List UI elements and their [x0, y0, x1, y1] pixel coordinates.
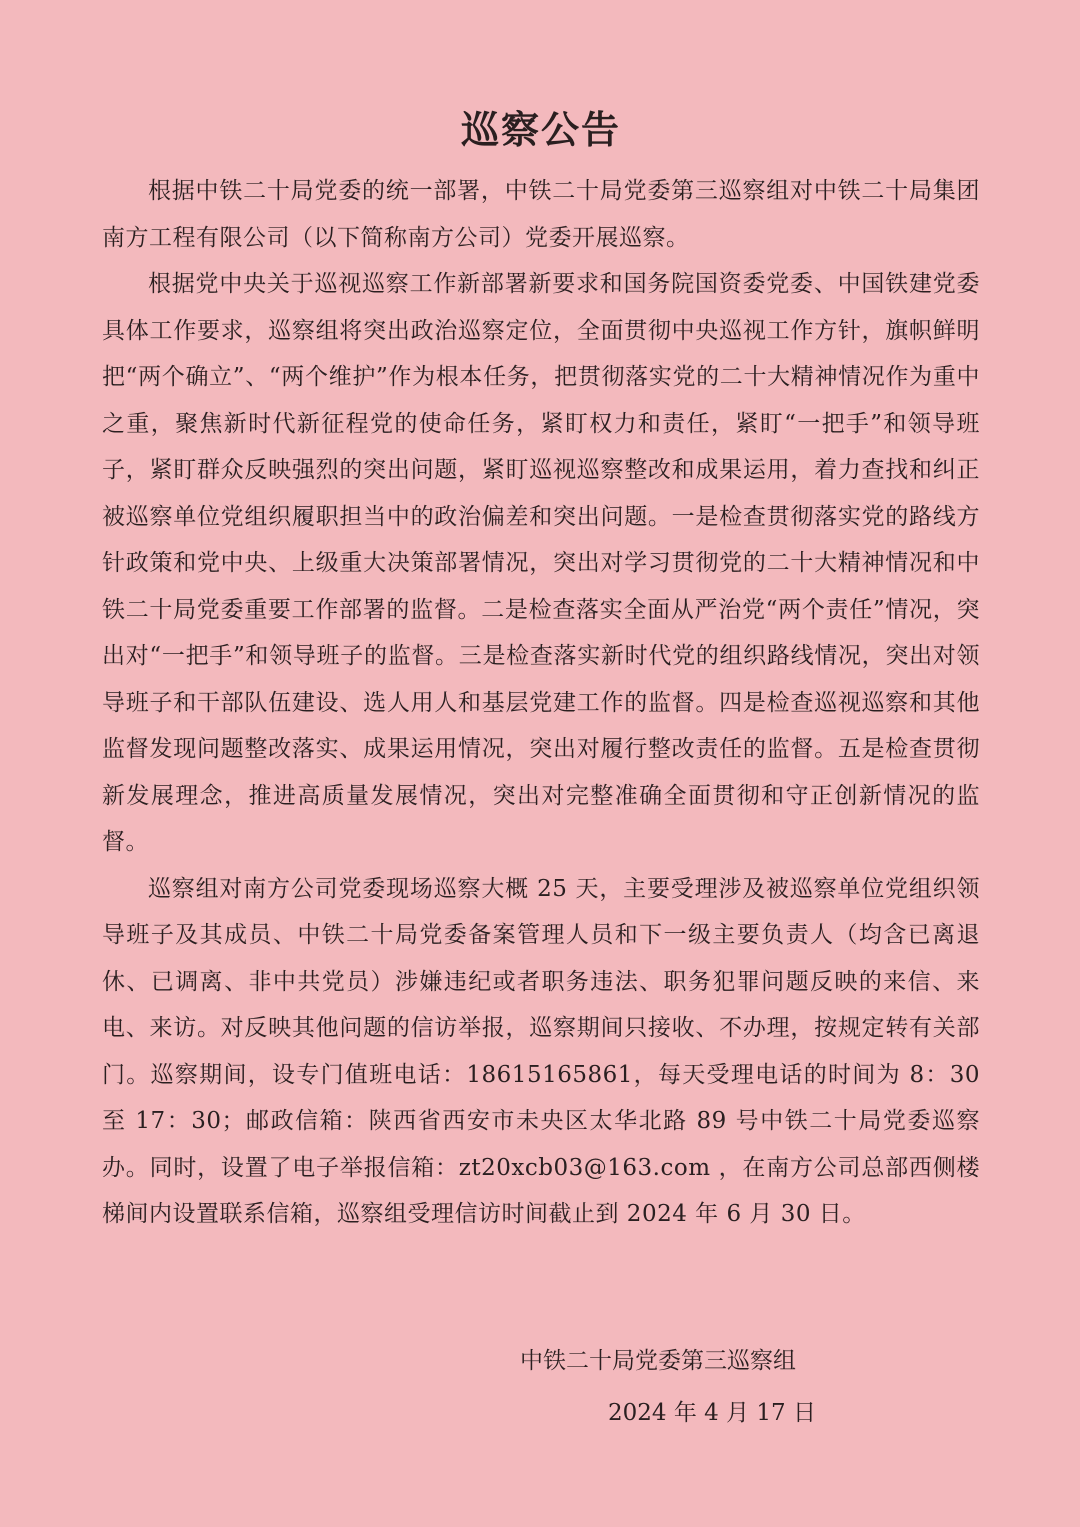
paragraph-3: 巡察组对南方公司党委现场巡察大概 25 天，主要受理涉及被巡察单位党组织领导班子及其成员、中铁二十局党委备案管理人员和下一级主要负责人（均含已离退休、已调离、非中共党员）涉嫌违纪或者职务违法、职务犯罪问题反映的来信、来电、来访。对反映其他问题的信访举报，巡察期间只接收、不办理，按规定转有关部门。巡察期间，设专门值班电话：18615165861，每天受理电话的时间为 8：30 至 17：30；邮政信箱：陕西省西安市未央区太华北路 89 号中铁二十局党委巡察办。同时，设置了电子举报信箱：zt20xcb03@163.com ，在南方公司总部西侧楼梯间内设置联系信箱，巡察组受理信访时间截止到 2024 年 6 月 30 日。 — [102, 875, 980, 1227]
signature-date: 2024 年 4 月 17 日 — [608, 1400, 816, 1426]
paragraph-2: 根据党中央关于巡视巡察工作新部署新要求和国务院国资委党委、中国铁建党委具体工作要求，巡察组将突出政治巡察定位，全面贯彻中央巡视工作方针，旗帜鲜明把“两个确立”、“两个维护”作为根本任务，把贯彻落实党的二十大精神情况作为重中之重，聚焦新时代新征程党的使命任务，紧盯权力和责任，紧盯“一把手”和领导班子，紧盯群众反映强烈的突出问题，紧盯巡视巡察整改和成果运用，着力查找和纠正被巡察单位党组织履职担当中的政治偏差和突出问题。一是检查贯彻落实党的路线方针政策和党中央、上级重大决策部署情况，突出对学习贯彻党的二十大精神情况和中铁二十局党委重要工作部署的监督。二是检查落实全面从严治党“两个责任”情况，突出对“一把手”和领导班子的监督。三是检查落实新时代党的组织路线情况，突出对领导班子和干部队伍建设、选人用人和基层党建工作的监督。四是检查巡视巡察和其他监督发现问题整改落实、成果运用情况，突出对履行整改责任的监督。五是检查贯彻新发展理念，推进高质量发展情况，突出对完整准确全面贯彻和守正创新情况的监督。 — [102, 271, 980, 855]
document-title: 巡察公告 — [460, 107, 621, 152]
paragraph-1: 根据中铁二十局党委的统一部署，中铁二十局党委第三巡察组对中铁二十局集团南方工程有限公司（以下简称南方公司）党委开展巡察。 — [102, 178, 980, 251]
document-body — [102, 168, 980, 1238]
signature-organization: 中铁二十局党委第三巡察组 — [520, 1348, 796, 1374]
